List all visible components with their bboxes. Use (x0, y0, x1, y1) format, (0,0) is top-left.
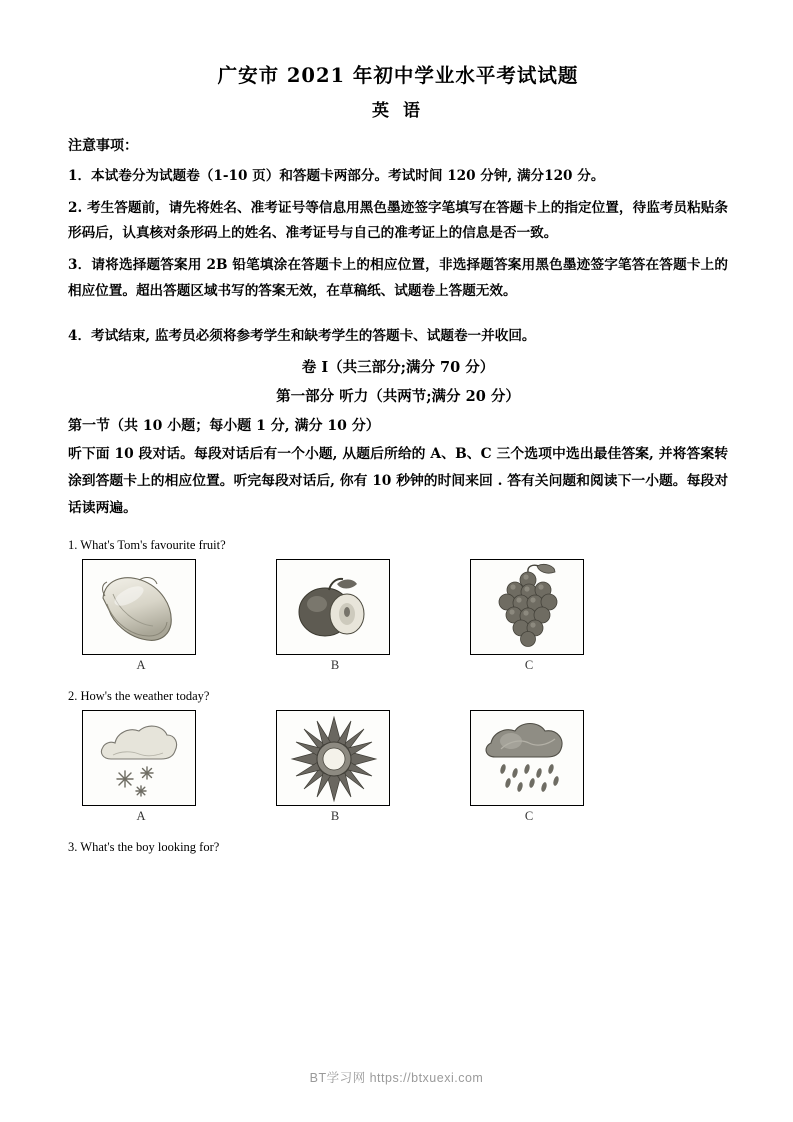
section-heading: 第一节（共 10 小题；每小题 1 分, 满分 10 分） (68, 417, 380, 434)
sun-image (276, 710, 390, 806)
notice-item-3: 3．请将选择题答案用 2B 铅笔填涂在答题卡上的相应位置，非选择题答案用黑色墨迹签字笔答在答题卡上的相应位置。超出答题区域书写的答案无效，在草稿纸、试题卷上答题无效。 (68, 257, 728, 299)
option-B-container[interactable] (276, 559, 394, 673)
option-label-A-q2: A (136, 808, 146, 823)
option-label-C-q2: C (524, 808, 534, 823)
snow-cloud-image (82, 710, 196, 806)
rain-cloud-image (470, 710, 584, 806)
banana-image (82, 559, 196, 655)
page-footer: BT学习网 https://btxuexi.com (309, 1071, 484, 1085)
option-label-B: B (330, 657, 340, 672)
apple-image (276, 559, 390, 655)
part-heading: 第一部分 听力（共两节;满分 20 分） (276, 387, 520, 405)
option-label-B-q2: B (330, 808, 340, 823)
question-1-text: 1. What's Tom's favourite fruit? (68, 537, 226, 552)
option-label-A: A (136, 657, 146, 672)
option-C-container-q2[interactable] (470, 710, 588, 824)
page-subtitle: 英 语 (372, 101, 424, 121)
question-1-options (82, 559, 728, 673)
page-title: 广安市 2021 年初中学业水平考试试题 (217, 64, 579, 87)
notice-item-4: 4．考试结束, 监考员必须将参考学生和缺考学生的答题卡、试题卷一并收回。 (68, 327, 536, 344)
grapes-image (470, 559, 584, 655)
question-2-text: 2. How's the weather today? (68, 688, 210, 703)
question-2-options (82, 710, 728, 824)
listening-instruction: 听下面 10 段对话。每段对话后有一个小题, 从题后所给的 A、B、C 三个选项中选出最佳答案, 并将答案转涂到答题卡上的相应位置。听完每段对话后, 你有 10 秒钟的时间来回 . 答有关问题和阅读下一小题。每段对话读两遍。 (68, 445, 728, 516)
option-A-container[interactable] (82, 559, 200, 673)
document-content (68, 60, 728, 861)
question-3-text: 3. What's the boy looking for? (68, 839, 220, 854)
volume-heading: 卷 I（共三部分;满分 70 分） (301, 358, 495, 376)
option-label-C: C (524, 657, 534, 672)
notice-item-1: 1．本试卷分为试题卷（1-10 页）和答题卡两部分。考试时间 120 分钟, 满分120 分。 (68, 168, 605, 184)
notice-item-2: 2. 考生答题前，请先将姓名、准考证号等信息用黑色墨迹签字笔填写在答题卡上的指定位置，待监考员粘贴条形码后，认真核对条形码上的姓名、准考证号与自己的准考证上的信息是否一致。 (68, 200, 728, 242)
option-A-container-q2[interactable] (82, 710, 200, 824)
option-B-container-q2[interactable] (276, 710, 394, 824)
notice-heading: 注意事项： (68, 138, 138, 154)
option-C-container[interactable] (470, 559, 588, 673)
